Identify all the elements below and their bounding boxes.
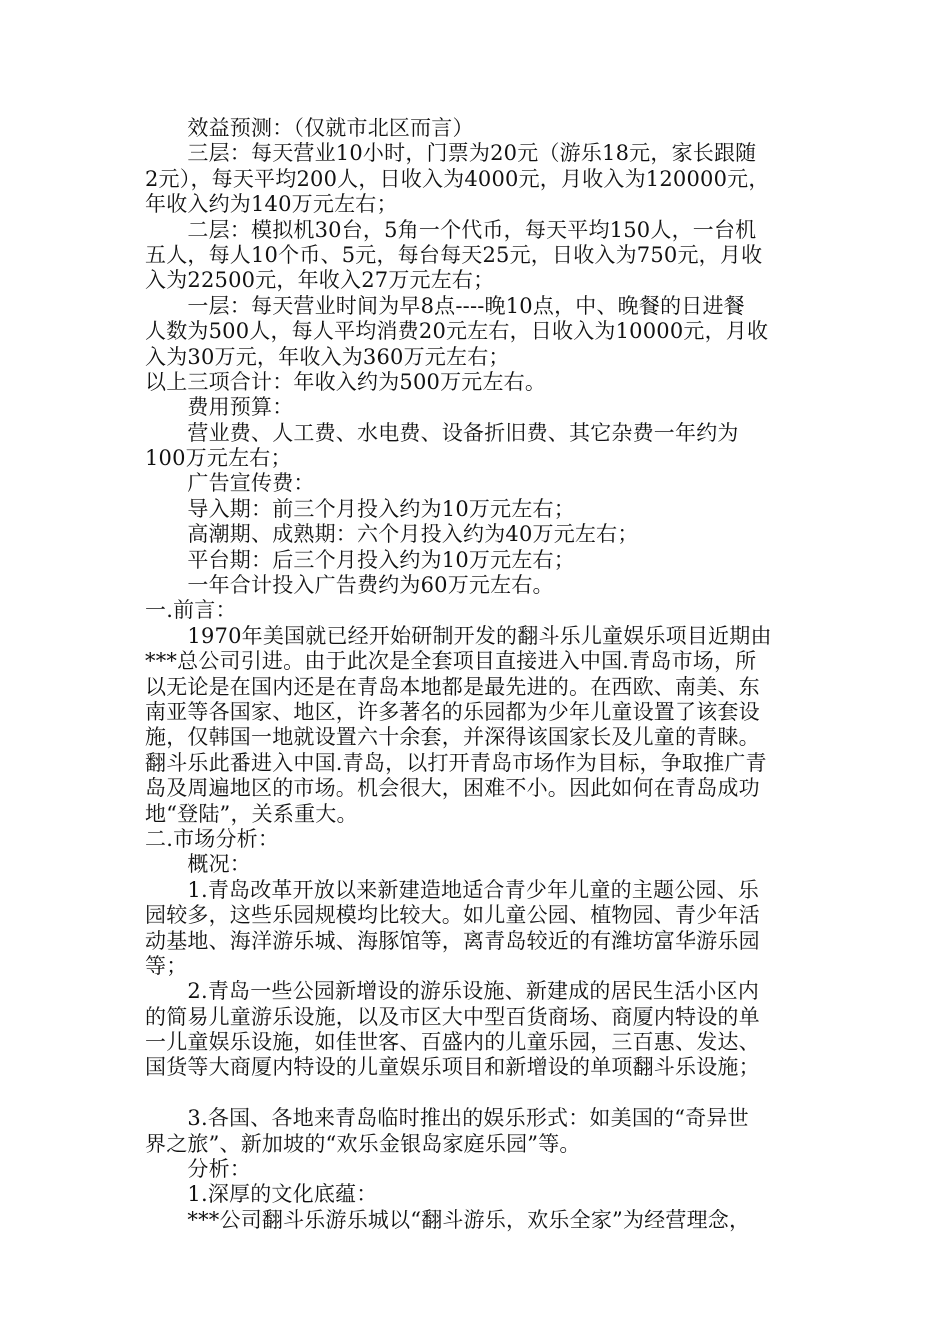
text-line: 三层：每天营业10小时，门票为20元（游乐18元，家长跟随 bbox=[145, 141, 757, 166]
text-line: 翻斗乐此番进入中国.青岛，以打开青岛市场作为目标，争取推广青 bbox=[145, 750, 767, 775]
text-line: 高潮期、成熟期：六个月投入约为40万元左右； bbox=[145, 522, 639, 547]
text-line: 入为22500元，年收入27万元左右； bbox=[145, 268, 495, 293]
text-line: 动基地、海洋游乐城、海豚馆等，离青岛较近的有潍坊富华游乐园 bbox=[145, 928, 760, 953]
text-line: 界之旅”、新加坡的“欢乐金银岛家庭乐园”等。 bbox=[145, 1131, 581, 1156]
text-line: 南亚等各国家、地区，许多著名的乐园都为少年儿童设置了该套设 bbox=[145, 699, 760, 724]
section-heading: 费用预算： bbox=[145, 395, 294, 420]
text-line: 年收入约为140万元左右； bbox=[145, 192, 398, 217]
text-line: 等； bbox=[145, 953, 188, 978]
text-line: 1.深厚的文化底蕴： bbox=[145, 1182, 378, 1207]
text-line: 以上三项合计：年收入约为500万元左右。 bbox=[145, 369, 547, 394]
section-heading: 分析： bbox=[145, 1157, 251, 1182]
text-line: 地“登陆”，关系重大。 bbox=[145, 801, 358, 826]
text-line: 营业费、人工费、水电费、设备折旧费、其它杂费一年约为 bbox=[145, 420, 739, 445]
text-line: 二层：模拟机30台，5角一个代币，每天平均150人，一台机 bbox=[145, 217, 757, 242]
blank-line bbox=[145, 1081, 810, 1106]
text-line: 100万元左右； bbox=[145, 446, 292, 471]
text-line: 国货等大商厦内特设的儿童娱乐项目和新增设的单项翻斗乐设施； bbox=[145, 1055, 760, 1080]
text-line: 2元），每天平均200人，日收入为4000元，月收入为120000元， bbox=[145, 166, 770, 191]
text-line: 一年合计投入广告费约为60万元左右。 bbox=[145, 573, 554, 598]
document-body bbox=[145, 116, 810, 1233]
text-line: 导入期：前三个月投入约为10万元左右； bbox=[145, 496, 575, 521]
text-line: 1.青岛改革开放以来新建造地适合青少年儿童的主题公园、乐 bbox=[145, 877, 760, 902]
text-line: 效益预测：（仅就市北区而言） bbox=[145, 116, 474, 140]
text-line: 3.各国、各地来青岛临时推出的娱乐形式：如美国的“奇异世 bbox=[145, 1106, 749, 1131]
text-line: 1970年美国就已经开始研制开发的翻斗乐儿童娱乐项目近期由 bbox=[145, 623, 772, 648]
section-heading: 一.前言： bbox=[145, 598, 237, 623]
text-line: 入为30万元，年收入为360万元左右； bbox=[145, 344, 510, 369]
text-line: 施，仅韩国一地就设置六十余套，并深得该国家长及儿童的青睐。 bbox=[145, 725, 760, 750]
text-line: 2.青岛一些公园新增设的游乐设施、新建成的居民生活小区内 bbox=[145, 979, 760, 1004]
text-line: 一儿童娱乐设施，如佳世客、百盛内的儿童乐园，三百惠、发达、 bbox=[145, 1030, 760, 1055]
text-line: 一层：每天营业时间为早8点----晚10点，中、晚餐的日进餐 bbox=[145, 293, 745, 318]
text-line: ***总公司引进。由于此次是全套项目直接进入中国.青岛市场，所 bbox=[145, 649, 757, 674]
text-line: 的简易儿童游乐设施，以及市区大中型百货商场、商厦内特设的单 bbox=[145, 1004, 760, 1029]
text-line: 园较多，这些乐园规模均比较大。如儿童公园、植物园、青少年活 bbox=[145, 903, 760, 928]
section-heading: 广告宣传费： bbox=[145, 471, 315, 496]
text-line: 岛及周遍地区的市场。机会很大，困难不小。因此如何在青岛成功 bbox=[145, 776, 760, 801]
text-line: 以无论是在国内还是在青岛本地都是最先进的。在西欧、南美、东 bbox=[145, 674, 760, 699]
section-heading: 二.市场分析： bbox=[145, 826, 280, 851]
text-line: 平台期：后三个月投入约为10万元左右； bbox=[145, 547, 575, 572]
text-line: 人数为500人，每人平均消费20元左右，日收入为10000元，月收 bbox=[145, 319, 769, 344]
text-line: 五人，每人10个币、5元，每台每天25元，日收入为750元，月收 bbox=[145, 242, 763, 267]
text-line: ***公司翻斗乐游乐城以“翻斗游乐，欢乐全家”为经营理念， bbox=[145, 1207, 751, 1232]
section-heading: 概况： bbox=[145, 852, 251, 877]
